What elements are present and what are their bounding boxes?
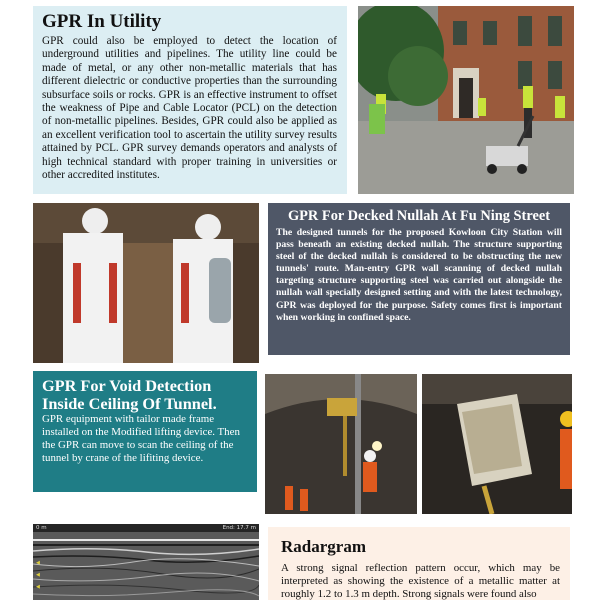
- radargram-text-panel: [268, 527, 570, 600]
- utility-body: GPR could also be employed to detect the location of underground utilities and pipelines. The utility line could be made of metal, or any other non-metallic materials that has different dielectric or conductive properties than the surrounding subsurface soils or rocks. GPR is an effective instrument to offset the weakness of Pipe and Cable Locator (PCL) on the detection of non-metallic pipelines. Besides, GPR could also be applied as an excellent verification tool to ascertain the utility survey results attained by PCL. GPR survey demands operators and analysts of high technical standard with proper training in universities or other accredited institutes.: [42, 35, 337, 182]
- radargram-start-label: 0 m: [36, 525, 47, 531]
- svg-text:◀: ◀: [36, 572, 40, 578]
- tunnel-lifting-device-photo: [265, 374, 417, 514]
- nullah-confined-space-photo: [33, 203, 259, 363]
- radargram-title: Radargram: [281, 537, 366, 556]
- utility-title: GPR In Utility: [42, 11, 162, 32]
- svg-text:◀: ◀: [36, 584, 40, 590]
- nullah-body: The designed tunnels for the proposed Kowloon City Station will pass beneath an existing decked nullah. The structure supporting steel of the decked nullah is considered to be obstructing the new tunnels' route. Man-entry GPR wall scanning of decked nullah targeting structure supporting steel was carried out alongside the nullah wall specially designed setting and with the latest technology, GPR was deployed for the purpose. Safety comes first is important when working in confined space.: [276, 227, 562, 323]
- radargram-image: [33, 524, 259, 600]
- utility-text-panel: [33, 6, 347, 194]
- nullah-title: GPR For Decked Nullah At Fu Ning Street: [287, 208, 551, 224]
- utility-survey-photo: [358, 6, 574, 194]
- nullah-text-panel: [268, 203, 570, 355]
- radargram-end-label: End: 17.7 m: [222, 525, 256, 531]
- radargram-body: A strong signal reflection pattern occur, which may be interpreted as showing the existence of a metallic matter at roughly 1.2 to 1.3 m depth. Strong signals were found also: [281, 562, 560, 600]
- svg-text:◀: ◀: [36, 560, 40, 566]
- gpr-frame-ceiling-photo: [422, 374, 572, 514]
- void-title: GPR For Void Detection Inside Ceiling Of Tunnel.: [42, 376, 217, 413]
- void-body: GPR equipment with tailor made frame installed on the Modified lifting device. Then the GPR can move to scan the ceiling of the tunnel by crane of the lifiting device.: [42, 413, 240, 464]
- void-text-panel: [33, 371, 257, 492]
